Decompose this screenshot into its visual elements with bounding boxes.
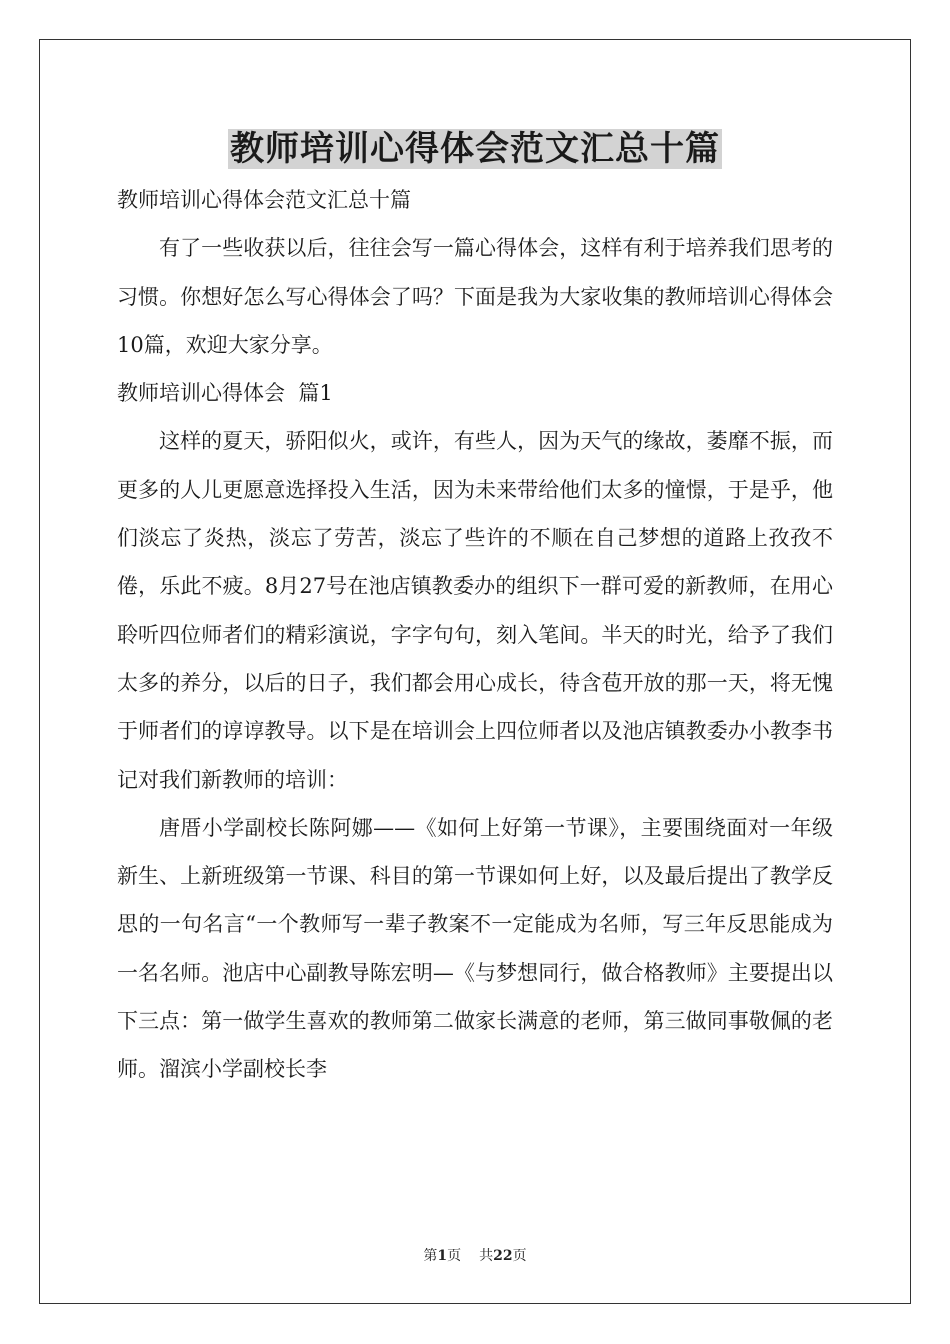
document-title-text: 教师培训心得体会范文汇总十篇 <box>230 129 720 169</box>
footer-page-mid: 页 <box>447 1248 462 1264</box>
footer-page-prefix: 第 <box>423 1248 438 1264</box>
body-paragraph: 这样的夏天，骄阳似火，或许，有些人，因为天气的缘故，萎靡不振，而更多的人儿更愿意选择投入生活，因为未来带给他们太多的憧憬，于是乎，他们淡忘了炎热，淡忘了劳苦，淡忘了些许的不顺在自己梦想的道路上孜孜不倦，乐此不疲。8月27号在池店镇教委办的组织下一群可爱的新教师，在用心聆听四位师者们的精彩演说，字字句句，刻入笔间。半天的时光，给予了我们太多的养分，以后的日子，我们都会用心成长，待含苞开放的那一天，将无愧于师者们的谆谆教导。以下是在培训会上四位师者以及池店镇教委办小教李书记对我们新教师的培训： <box>117 429 833 792</box>
footer-page-total: 22 <box>493 1248 513 1264</box>
body-paragraph: 唐厝小学副校长陈阿娜——《如何上好第一节课》，主要围绕面对一年级新生、上新班级第一节课、科目的第一节课如何上好，以及最后提出了教学反思的一句名言“一个教师写一辈子教案不一定能成为名师，写三年反思能成为一名名师。池店中心副教导陈宏明—《与梦想同行，做合格教师》主要提出以下三点：第一做学生喜欢的教师第二做家长满意的老师，第三做同事敬佩的老师。溜滨小学副校长李 <box>117 815 833 1082</box>
document-body <box>117 176 833 1094</box>
section-heading: 教师培训心得体会 篇1 <box>117 381 333 406</box>
subtitle-heading: 教师培训心得体会范文汇总十篇 <box>117 188 411 212</box>
footer-total-suffix: 页 <box>512 1248 527 1264</box>
page-footer <box>0 1246 950 1266</box>
intro-paragraph: 有了一些收获以后，往往会写一篇心得体会，这样有利于培养我们思考的习惯。你想好怎么写心得体会了吗？下面是我为大家收集的教师培训心得体会10篇，欢迎大家分享。 <box>117 236 833 357</box>
footer-page-current: 1 <box>437 1248 448 1264</box>
footer-total-prefix: 共 <box>479 1248 494 1264</box>
document-title <box>0 124 950 174</box>
